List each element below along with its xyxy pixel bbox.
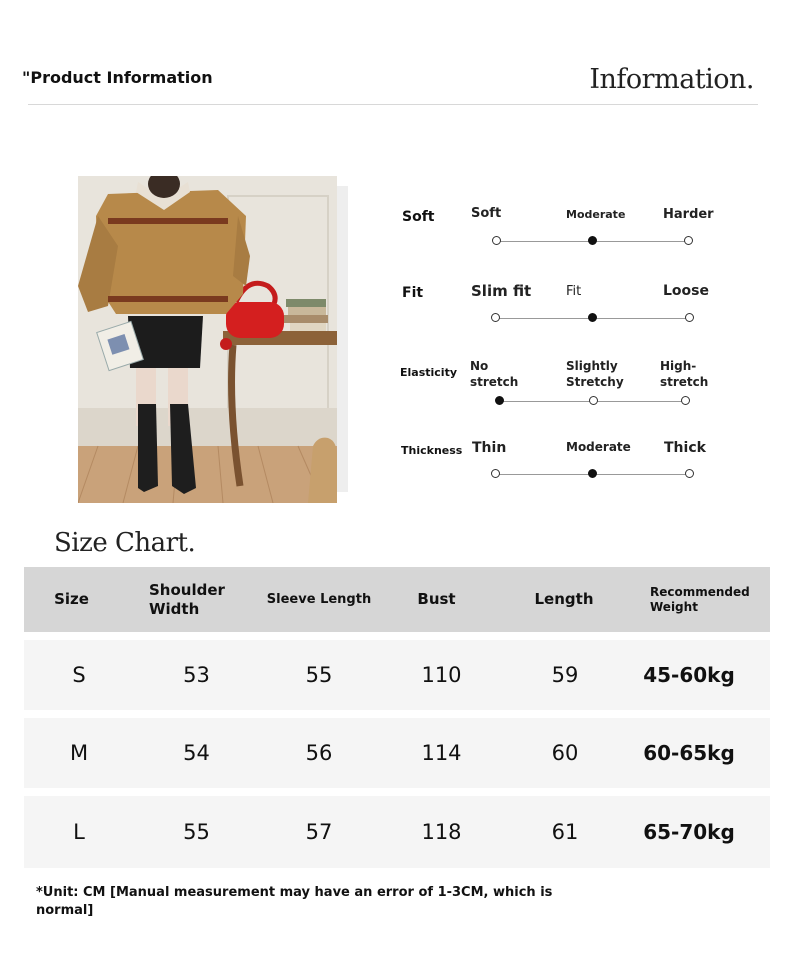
table-header-cell: Bust [417, 590, 456, 608]
table-row [24, 796, 770, 868]
option-soft: Soft [471, 206, 502, 221]
option-thick: Thick [664, 440, 706, 456]
option-moderate: Moderate [566, 208, 626, 221]
table-cell: 56 [305, 741, 333, 765]
option-thin: Thin [472, 440, 507, 456]
table-cell: 59 [551, 663, 579, 687]
table-header-cell: Sleeve Length [266, 592, 372, 607]
table-cell-size: M [69, 741, 89, 765]
table-header-row [24, 567, 770, 632]
table-cell-size: S [72, 663, 86, 687]
option-moderate: Moderate [566, 440, 631, 454]
table-row [24, 718, 770, 788]
table-header-cell: Recommended Weight [650, 584, 750, 614]
option-loose: Loose [663, 283, 709, 299]
measurement-footnote: *Unit: CM [Manual measurement may have an error of 1-3CM, which is normal] [36, 885, 553, 918]
option-fit: Fit [566, 284, 582, 299]
attribute-label-soft: Soft [402, 209, 435, 225]
attribute-label-thickness: Thickness [401, 444, 463, 457]
scale-dot [685, 469, 694, 478]
option-slim-fit: Slim fit [471, 282, 532, 300]
scale-dot-selected [495, 396, 504, 405]
scale-dot [492, 236, 501, 245]
table-cell-size: L [73, 820, 85, 844]
option-high-stretch: High-stretch [660, 359, 709, 389]
attribute-label-elasticity: Elasticity [400, 366, 458, 379]
option-slightly-stretchy: Slightly Stretchy [566, 359, 624, 389]
table-cell-weight: 45-60kg [643, 663, 735, 687]
scale-dot-selected [588, 313, 597, 322]
table-cell: 53 [183, 663, 210, 687]
table-cell: 57 [305, 820, 333, 844]
table-cell: 118 [421, 820, 462, 844]
section-script-title: Information. [589, 64, 754, 95]
table-cell: 61 [551, 820, 579, 844]
table-row [24, 640, 770, 710]
scale-dot [491, 313, 500, 322]
table-cell-weight: 60-65kg [643, 741, 735, 765]
size-chart-title: Size Chart. [54, 528, 196, 558]
table-cell: 60 [551, 741, 579, 765]
section-title: "Product Information [22, 68, 213, 87]
table-cell: 54 [183, 741, 210, 765]
table-header-cell: Size [54, 590, 89, 608]
header-divider [28, 104, 758, 105]
table-cell-weight: 65-70kg [643, 820, 735, 844]
photo-shadow [336, 186, 348, 492]
scale-dot-selected [588, 469, 597, 478]
product-photo-illustration [78, 176, 337, 503]
option-no-stretch: No stretch [470, 359, 519, 389]
table-cell: 55 [183, 820, 210, 844]
scale-dot [589, 396, 598, 405]
scale-dot [681, 396, 690, 405]
scale-dot [684, 236, 693, 245]
product-photo [78, 176, 337, 503]
option-harder: Harder [663, 207, 714, 222]
scale-dot [685, 313, 694, 322]
table-cell: 55 [305, 663, 333, 687]
table-header-cell: Shoulder Width [149, 580, 225, 618]
attribute-label-fit: Fit [402, 285, 424, 301]
table-cell: 110 [421, 663, 462, 687]
scale-dot [491, 469, 500, 478]
scale-dot-selected [588, 236, 597, 245]
table-cell: 114 [421, 741, 462, 765]
table-header-cell: Length [534, 590, 594, 608]
